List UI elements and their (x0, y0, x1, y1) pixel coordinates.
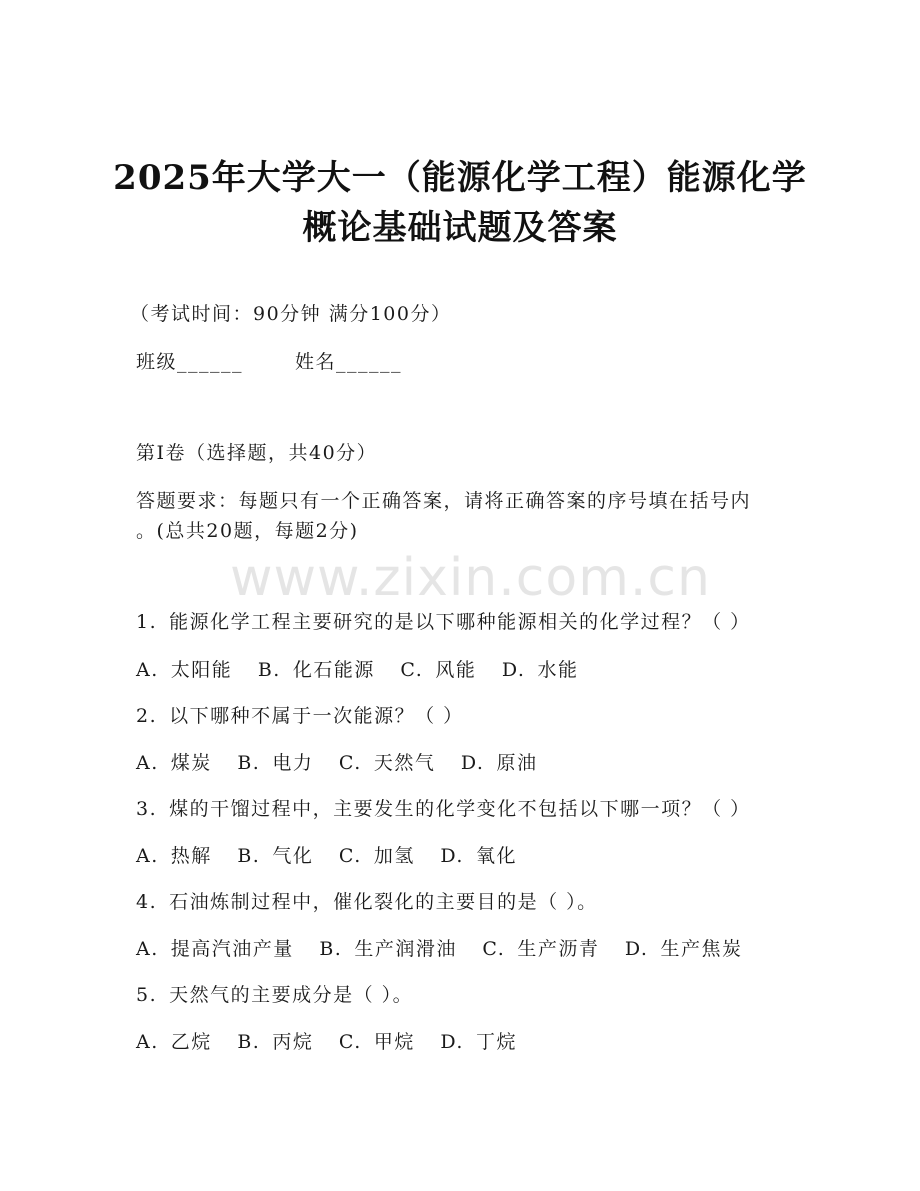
instructions-line-2: 。(总共20题，每题2分) (136, 520, 359, 542)
option-key: A. (136, 659, 159, 681)
option-b (258, 658, 375, 682)
option-text: 原油 (496, 752, 538, 774)
option-key: B. (257, 659, 281, 681)
option-c (339, 1030, 415, 1054)
question-1-options (136, 658, 597, 682)
section-title: 第I卷（选择题，共40分） (136, 442, 378, 464)
option-d (440, 1030, 517, 1054)
question-text: 天然气的主要成分是（ ）。 (169, 984, 414, 1006)
option-c (482, 937, 599, 961)
question-5 (136, 983, 413, 1007)
option-text: 气化 (272, 845, 314, 867)
option-key: D. (624, 938, 649, 960)
option-a (136, 658, 232, 682)
option-a (136, 1030, 212, 1054)
question-number: 3. (136, 798, 158, 820)
option-key: B. (237, 1031, 261, 1053)
class-field-label: 班级______ (136, 351, 244, 373)
option-text: 风能 (435, 659, 477, 681)
option-key: D. (440, 845, 464, 867)
instructions-line-1: 答题要求：每题只有一个正确答案，请将正确答案的序号填在括号内 (136, 490, 752, 512)
option-key: C. (338, 1031, 362, 1053)
option-text: 电力 (272, 752, 314, 774)
option-key: A. (136, 938, 159, 960)
option-key: A. (136, 845, 159, 867)
option-text: 乙烷 (170, 1031, 212, 1053)
option-c (339, 844, 415, 868)
question-2-options (136, 751, 556, 775)
option-text: 热解 (170, 845, 212, 867)
option-text: 加氢 (373, 845, 415, 867)
student-fields (136, 350, 402, 374)
question-text: 能源化学工程主要研究的是以下哪种能源相关的化学过程？（ ） (169, 611, 751, 633)
option-text: 生产润滑油 (354, 938, 457, 960)
name-field-label: 姓名______ (295, 351, 403, 373)
option-key: D. (440, 1031, 464, 1053)
option-c (339, 751, 435, 775)
option-d (625, 937, 743, 961)
option-text: 天然气 (373, 752, 436, 774)
option-text: 煤炭 (170, 752, 212, 774)
option-key: A. (136, 752, 159, 774)
option-key: C. (338, 752, 362, 774)
document-title-line-1: 2025年大学大一（能源化学工程）能源化学 (113, 158, 807, 198)
option-a (136, 751, 212, 775)
option-text: 甲烷 (373, 1031, 415, 1053)
option-a (136, 844, 212, 868)
option-d (440, 844, 517, 868)
option-key: B. (237, 845, 261, 867)
option-text: 提高汽油产量 (170, 938, 294, 960)
option-key: D. (460, 752, 485, 774)
option-b (319, 937, 457, 961)
option-key: D. (501, 659, 526, 681)
option-text: 太阳能 (170, 659, 233, 681)
option-text: 丁烷 (475, 1031, 517, 1053)
question-2 (136, 704, 464, 728)
question-text: 石油炼制过程中，催化裂化的主要目的是（ ）。 (169, 891, 598, 913)
question-3 (136, 797, 751, 821)
document-title-line-2: 概论基础试题及答案 (302, 208, 618, 248)
option-b (237, 1030, 313, 1054)
option-d (461, 751, 538, 775)
option-d (502, 658, 579, 682)
question-number: 2. (136, 705, 158, 727)
option-text: 氧化 (475, 845, 517, 867)
option-key: C. (482, 938, 506, 960)
option-key: B. (319, 938, 343, 960)
question-number: 5. (136, 984, 158, 1006)
option-text: 化石能源 (292, 659, 375, 681)
option-key: C. (400, 659, 424, 681)
question-5-options (136, 1030, 535, 1054)
question-4-options (136, 937, 761, 961)
option-key: B. (237, 752, 261, 774)
option-c (400, 658, 476, 682)
exam-info: （考试时间：90分钟 满分100分） (130, 303, 452, 325)
option-key: A. (136, 1031, 159, 1053)
option-text: 生产沥青 (517, 938, 600, 960)
option-b (237, 844, 313, 868)
question-3-options (136, 844, 535, 868)
option-key: C. (338, 845, 362, 867)
option-a (136, 937, 294, 961)
question-number: 4. (136, 891, 158, 913)
question-1 (136, 610, 751, 634)
watermark: www.zixin.com.cn (230, 548, 711, 608)
option-text: 生产焦炭 (660, 938, 743, 960)
option-b (237, 751, 313, 775)
option-text: 水能 (537, 659, 579, 681)
question-text: 煤的干馏过程中，主要发生的化学变化不包括以下哪一项？（ ） (169, 798, 751, 820)
question-4 (136, 890, 598, 914)
option-text: 丙烷 (272, 1031, 314, 1053)
question-text: 以下哪种不属于一次能源？（ ） (169, 705, 464, 727)
question-number: 1. (136, 611, 158, 633)
